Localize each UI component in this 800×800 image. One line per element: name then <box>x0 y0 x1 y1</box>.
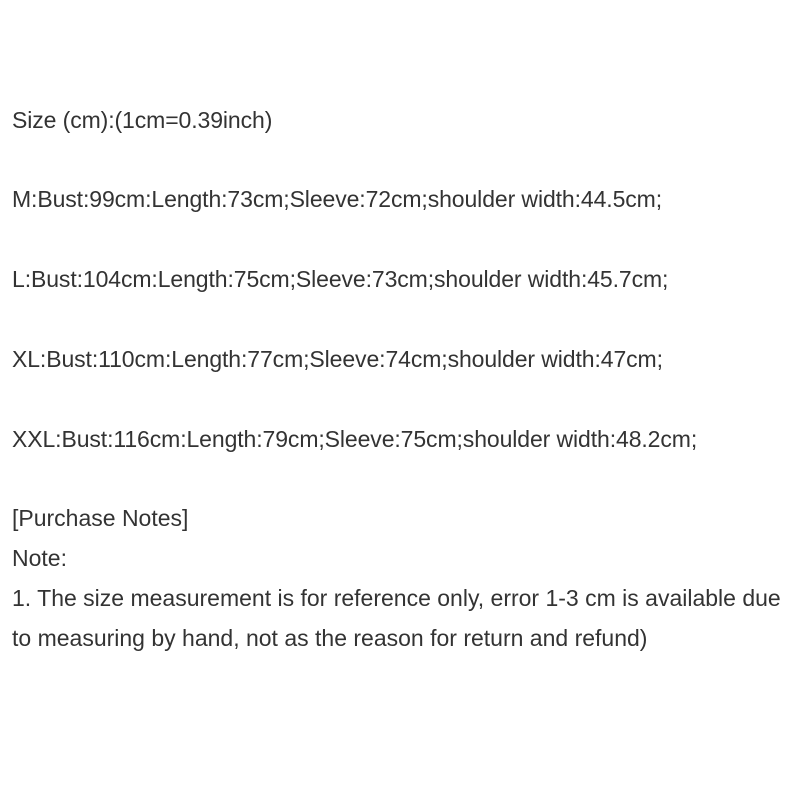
purchase-notes-title: [Purchase Notes] <box>12 505 189 531</box>
size-row-m: M:Bust:99cm:Length:73cm;Sleeve:72cm;shoulder width:44.5cm; <box>12 186 663 212</box>
size-info-document <box>12 0 792 800</box>
purchase-notes <box>12 498 792 658</box>
size-header: Size (cm):(1cm=0.39inch) <box>12 107 273 133</box>
size-row-xl: XL:Bust:110cm:Length:77cm;Sleeve:74cm;shoulder width:47cm; <box>12 346 663 372</box>
size-row-l: L:Bust:104cm:Length:75cm;Sleeve:73cm;shoulder width:45.7cm; <box>12 266 669 292</box>
note-item-1: 1. The size measurement is for reference only, error 1-3 cm is available due to measuring by hand, not as the reason for return and refund) <box>12 585 781 651</box>
size-row-xxl: XXL:Bust:116cm:Length:79cm;Sleeve:75cm;shoulder width:48.2cm; <box>12 426 698 452</box>
note-label: Note: <box>12 545 67 571</box>
